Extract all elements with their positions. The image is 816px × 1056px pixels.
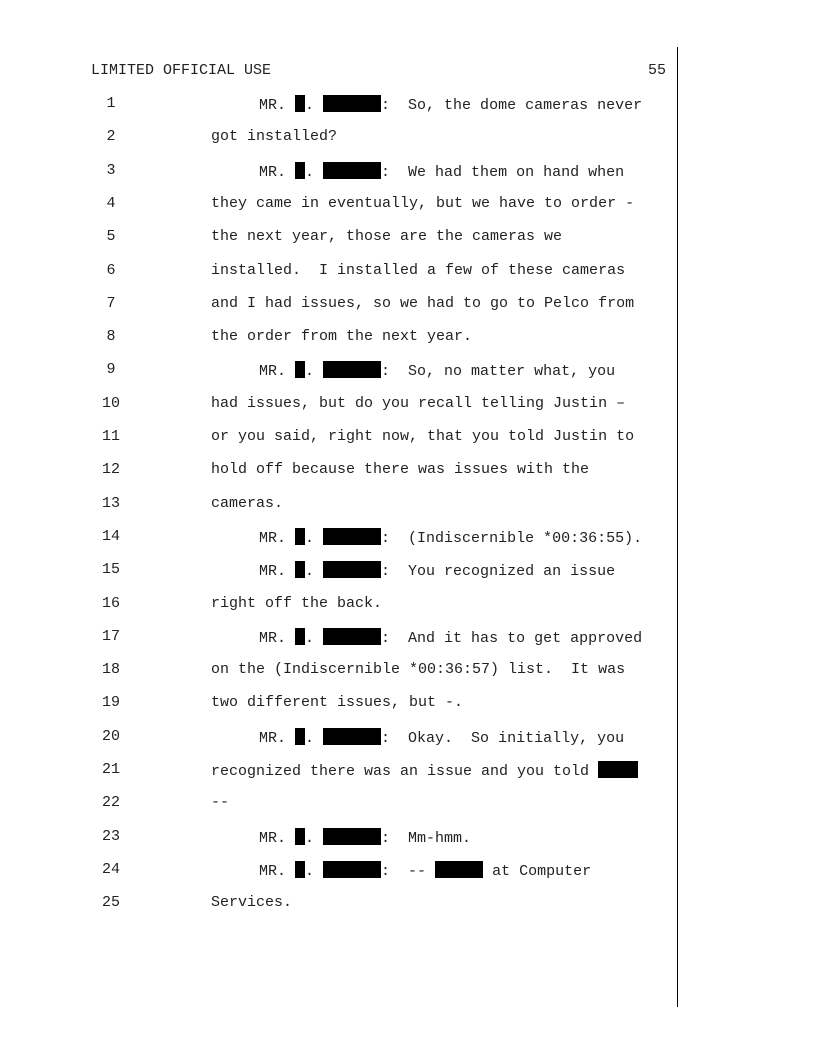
redaction-block xyxy=(323,728,381,745)
transcript-line xyxy=(0,395,816,428)
continuation-line-text xyxy=(211,461,589,478)
line-number: 4 xyxy=(106,195,116,212)
line-number: 3 xyxy=(106,162,116,179)
line-number: 1 xyxy=(106,95,116,112)
dialogue-text: the next year, those are the cameras we xyxy=(211,228,563,245)
redaction-block xyxy=(435,861,483,878)
redaction-block xyxy=(323,95,381,112)
dialogue-text: -- xyxy=(211,794,230,811)
redaction-block xyxy=(323,561,381,578)
dialogue-text: Mm-hmm. xyxy=(390,830,472,847)
transcript-line xyxy=(0,628,816,661)
dialogue-text: Okay. So initially, you xyxy=(390,730,625,747)
line-number: 11 xyxy=(101,428,120,445)
speaker-prefix: MR. xyxy=(259,863,296,880)
redaction-block xyxy=(295,561,305,578)
redaction-block xyxy=(295,861,305,878)
redaction-block xyxy=(295,528,305,545)
line-number: 10 xyxy=(101,395,120,412)
transcript-line xyxy=(0,461,816,494)
continuation-line-text xyxy=(211,428,634,445)
dialogue-text: installed. I installed a few of these cameras xyxy=(211,262,626,279)
speaker-separator: . xyxy=(305,563,324,580)
transcript-line xyxy=(0,894,816,927)
dialogue-text: they came in eventually, but we have to order - xyxy=(211,195,635,212)
redaction-block xyxy=(295,828,305,845)
speaker-prefix: MR. xyxy=(259,363,296,380)
speaker-line-text xyxy=(259,528,642,547)
continuation-line-text xyxy=(211,694,463,711)
continuation-line-text xyxy=(211,128,337,145)
dialogue-text: cameras. xyxy=(211,495,284,512)
redaction-block xyxy=(323,162,381,179)
speaker-separator: . xyxy=(305,830,324,847)
continuation-line-text xyxy=(211,495,283,512)
speaker-prefix: MR. xyxy=(259,164,296,181)
continuation-line-text xyxy=(211,794,229,811)
continuation-line-text xyxy=(211,328,472,345)
speaker-separator: . xyxy=(305,863,324,880)
redaction-block xyxy=(295,95,305,112)
transcript-line xyxy=(0,761,816,794)
dialogue-text: -- xyxy=(390,863,436,880)
dialogue-text: recognized there was an issue and you told xyxy=(211,763,599,780)
transcript-line xyxy=(0,328,816,361)
line-number: 22 xyxy=(101,794,120,811)
dialogue-text: We had them on hand when xyxy=(390,164,625,181)
line-number: 12 xyxy=(101,461,120,478)
line-number: 5 xyxy=(106,228,116,245)
redaction-block xyxy=(295,361,305,378)
dialogue-text: on the (Indiscernible *00:36:57) list. It was xyxy=(211,661,626,678)
line-number: 2 xyxy=(106,128,116,145)
speaker-line-text xyxy=(259,728,624,747)
transcript-line xyxy=(0,128,816,161)
speaker-separator: . xyxy=(305,363,324,380)
continuation-line-text xyxy=(211,761,638,780)
speaker-line-text xyxy=(259,162,624,181)
speaker-prefix: MR. xyxy=(259,830,296,847)
speaker-prefix: MR. xyxy=(259,530,296,547)
speaker-line-text xyxy=(259,628,642,647)
transcript-line xyxy=(0,295,816,328)
line-number: 23 xyxy=(101,828,120,845)
dialogue-text: at Computer xyxy=(483,863,592,880)
dialogue-text: got installed? xyxy=(211,128,338,145)
transcript-line xyxy=(0,262,816,295)
redaction-block xyxy=(323,528,381,545)
transcript-line xyxy=(0,495,816,528)
line-number: 15 xyxy=(101,561,120,578)
line-number: 8 xyxy=(106,328,116,345)
line-number: 18 xyxy=(101,661,120,678)
speaker-colon: : xyxy=(381,630,391,647)
continuation-line-text xyxy=(211,661,625,678)
dialogue-text: or you said, right now, that you told Justin to xyxy=(211,428,635,445)
transcript-line xyxy=(0,428,816,461)
continuation-line-text xyxy=(211,228,562,245)
transcript-line xyxy=(0,794,816,827)
continuation-line-text xyxy=(211,894,292,911)
transcript-line xyxy=(0,694,816,727)
speaker-separator: . xyxy=(305,730,324,747)
line-number: 16 xyxy=(101,595,120,612)
line-number: 6 xyxy=(106,262,116,279)
page-number: 55 xyxy=(648,62,667,79)
speaker-separator: . xyxy=(305,530,324,547)
redaction-block xyxy=(323,628,381,645)
dialogue-text: two different issues, but -. xyxy=(211,694,464,711)
classification-header: LIMITED OFFICIAL USE xyxy=(91,62,272,79)
transcript-line xyxy=(0,828,816,861)
transcript-line xyxy=(0,361,816,394)
speaker-line-text xyxy=(259,561,615,580)
speaker-colon: : xyxy=(381,363,391,380)
redaction-block xyxy=(323,828,381,845)
speaker-separator: . xyxy=(305,630,324,647)
line-number: 19 xyxy=(101,694,120,711)
transcript-line xyxy=(0,861,816,894)
continuation-line-text xyxy=(211,395,625,412)
speaker-line-text xyxy=(259,828,471,847)
line-number: 9 xyxy=(106,361,116,378)
dialogue-text: (Indiscernible *00:36:55). xyxy=(390,530,643,547)
speaker-line-text xyxy=(259,861,591,880)
transcript-line xyxy=(0,195,816,228)
dialogue-text: And it has to get approved xyxy=(390,630,643,647)
speaker-colon: : xyxy=(381,164,391,181)
speaker-separator: . xyxy=(305,97,324,114)
dialogue-text: had issues, but do you recall telling Justin – xyxy=(211,395,626,412)
speaker-colon: : xyxy=(381,563,391,580)
speaker-prefix: MR. xyxy=(259,97,296,114)
transcript-line xyxy=(0,561,816,594)
dialogue-text: So, the dome cameras never xyxy=(390,97,643,114)
line-number: 17 xyxy=(101,628,120,645)
speaker-colon: : xyxy=(381,97,391,114)
continuation-line-text xyxy=(211,195,634,212)
speaker-separator: . xyxy=(305,164,324,181)
transcript-line xyxy=(0,595,816,628)
line-number: 7 xyxy=(106,295,116,312)
dialogue-text: and I had issues, so we had to go to Pelco from xyxy=(211,295,635,312)
transcript-line xyxy=(0,728,816,761)
transcript-line xyxy=(0,228,816,261)
continuation-line-text xyxy=(211,295,634,312)
speaker-prefix: MR. xyxy=(259,630,296,647)
dialogue-text: So, no matter what, you xyxy=(390,363,616,380)
dialogue-text: hold off because there was issues with the xyxy=(211,461,590,478)
transcript-line xyxy=(0,162,816,195)
dialogue-text: right off the back. xyxy=(211,595,383,612)
speaker-line-text xyxy=(259,95,642,114)
redaction-block xyxy=(295,628,305,645)
speaker-colon: : xyxy=(381,863,391,880)
transcript-line xyxy=(0,95,816,128)
redaction-block xyxy=(295,728,305,745)
dialogue-text: the order from the next year. xyxy=(211,328,473,345)
line-number: 24 xyxy=(101,861,120,878)
transcript-line xyxy=(0,661,816,694)
speaker-colon: : xyxy=(381,730,391,747)
speaker-line-text xyxy=(259,361,615,380)
speaker-colon: : xyxy=(381,530,391,547)
line-number: 13 xyxy=(101,495,120,512)
line-number: 14 xyxy=(101,528,120,545)
line-number: 20 xyxy=(101,728,120,745)
line-number: 21 xyxy=(101,761,120,778)
dialogue-text: Services. xyxy=(211,894,293,911)
dialogue-text: You recognized an issue xyxy=(390,563,616,580)
continuation-line-text xyxy=(211,262,625,279)
redaction-block xyxy=(295,162,305,179)
transcript-line xyxy=(0,528,816,561)
speaker-prefix: MR. xyxy=(259,563,296,580)
line-number: 25 xyxy=(101,894,120,911)
speaker-colon: : xyxy=(381,830,391,847)
redaction-block xyxy=(323,861,381,878)
continuation-line-text xyxy=(211,595,382,612)
redaction-block xyxy=(323,361,381,378)
redaction-block xyxy=(598,761,638,778)
speaker-prefix: MR. xyxy=(259,730,296,747)
